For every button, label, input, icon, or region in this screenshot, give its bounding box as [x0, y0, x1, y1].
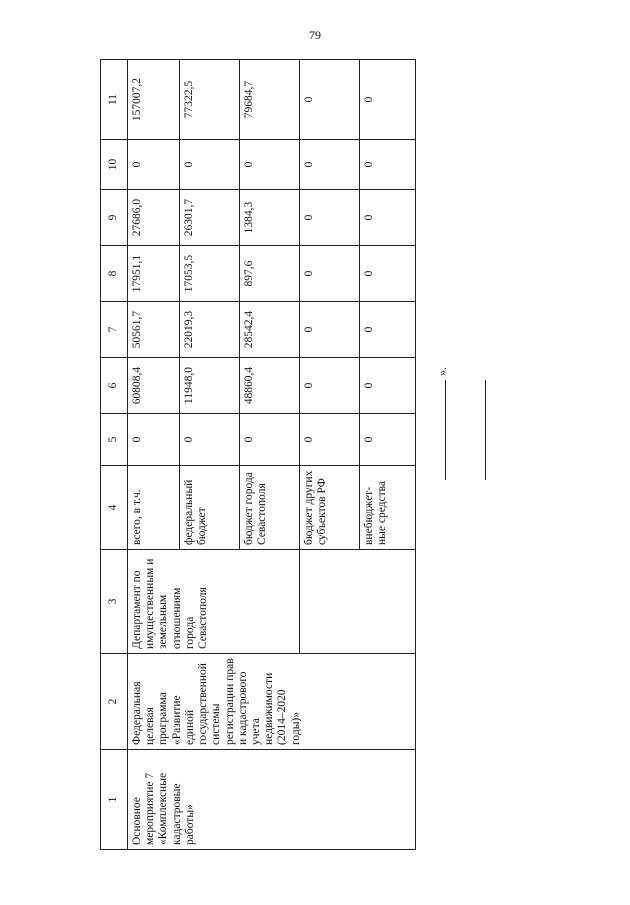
- value-cell: 22019,3: [180, 302, 240, 358]
- column-header-2: 2: [101, 654, 128, 750]
- value-cell: 0: [360, 358, 416, 414]
- value-cell: 0: [300, 302, 360, 358]
- column-header-7: 7: [101, 302, 128, 358]
- rotated-table-frame: [100, 60, 418, 850]
- value-cell: 28542,4: [240, 302, 300, 358]
- table-wrapper: [100, 60, 418, 850]
- value-cell: 79684,7: [240, 60, 300, 140]
- page-number: 79: [309, 28, 321, 42]
- header-row: [101, 60, 128, 850]
- value-cell: 0: [300, 246, 360, 302]
- closing-line-bottom: [485, 380, 486, 480]
- value-cell: 77322,5: [180, 60, 240, 140]
- value-cell: 0: [300, 140, 360, 190]
- funding-table: [100, 59, 416, 850]
- value-cell: 0: [180, 140, 240, 190]
- value-cell: 26301,7: [180, 190, 240, 246]
- table-row: [128, 60, 180, 850]
- value-cell: 50561,7: [128, 302, 180, 358]
- value-cell: 0: [300, 60, 360, 140]
- value-cell: 0: [128, 140, 180, 190]
- value-cell: 0: [360, 190, 416, 246]
- value-cell: 0: [300, 358, 360, 414]
- value-cell: 27686,0: [128, 190, 180, 246]
- value-cell: 17053,5: [180, 246, 240, 302]
- value-cell: 60808,4: [128, 358, 180, 414]
- column-header-9: 9: [101, 190, 128, 246]
- value-cell: 0: [360, 60, 416, 140]
- source-cell: бюджет других субъектов РФ: [300, 466, 360, 550]
- value-cell: 0: [360, 246, 416, 302]
- value-cell: 17951,1: [128, 246, 180, 302]
- closing-lines: [400, 60, 500, 850]
- column-header-4: 4: [101, 466, 128, 550]
- value-cell: 1384,3: [240, 190, 300, 246]
- executor-name: Департамент по имущественным и земельным отношениям города Севастополя: [128, 550, 300, 654]
- value-cell: 0: [180, 414, 240, 466]
- rotated-closing-frame: [435, 360, 505, 480]
- closing-quote-mark: ».: [435, 367, 449, 376]
- value-cell: 897,6: [240, 246, 300, 302]
- value-cell: 0: [360, 302, 416, 358]
- column-header-3: 3: [101, 550, 128, 654]
- column-header-5: 5: [101, 414, 128, 466]
- column-header-1: 1: [101, 750, 128, 850]
- value-cell: 0: [240, 140, 300, 190]
- column-header-11: 11: [101, 60, 128, 140]
- value-cell: 0: [240, 414, 300, 466]
- value-cell: 48860,4: [240, 358, 300, 414]
- value-cell: 0: [300, 414, 360, 466]
- source-cell: внебюджет-ные средства: [360, 466, 416, 550]
- activity-name: Основное мероприятие 7 «Комплексные кадастровые работы»: [128, 750, 416, 850]
- value-cell: 11948,0: [180, 358, 240, 414]
- value-cell: 0: [360, 414, 416, 466]
- column-header-8: 8: [101, 246, 128, 302]
- value-cell: 0: [300, 190, 360, 246]
- source-cell: всего, в т.ч.: [128, 466, 180, 550]
- value-cell: 0: [128, 414, 180, 466]
- value-cell: 157007,2: [128, 60, 180, 140]
- source-cell: бюджет города Севастополя: [240, 466, 300, 550]
- program-name: Федеральная целевая программа «Развитие единой государственной системы регистрации прав и кадастрового учета недвижимости (2014–2020 годы)»: [128, 654, 416, 750]
- column-header-10: 10: [101, 140, 128, 190]
- value-cell: 0: [360, 140, 416, 190]
- source-cell: федеральный бюджет: [180, 466, 240, 550]
- executor-empty-cell: [300, 550, 416, 654]
- closing-line-top: [445, 380, 446, 480]
- column-header-6: 6: [101, 358, 128, 414]
